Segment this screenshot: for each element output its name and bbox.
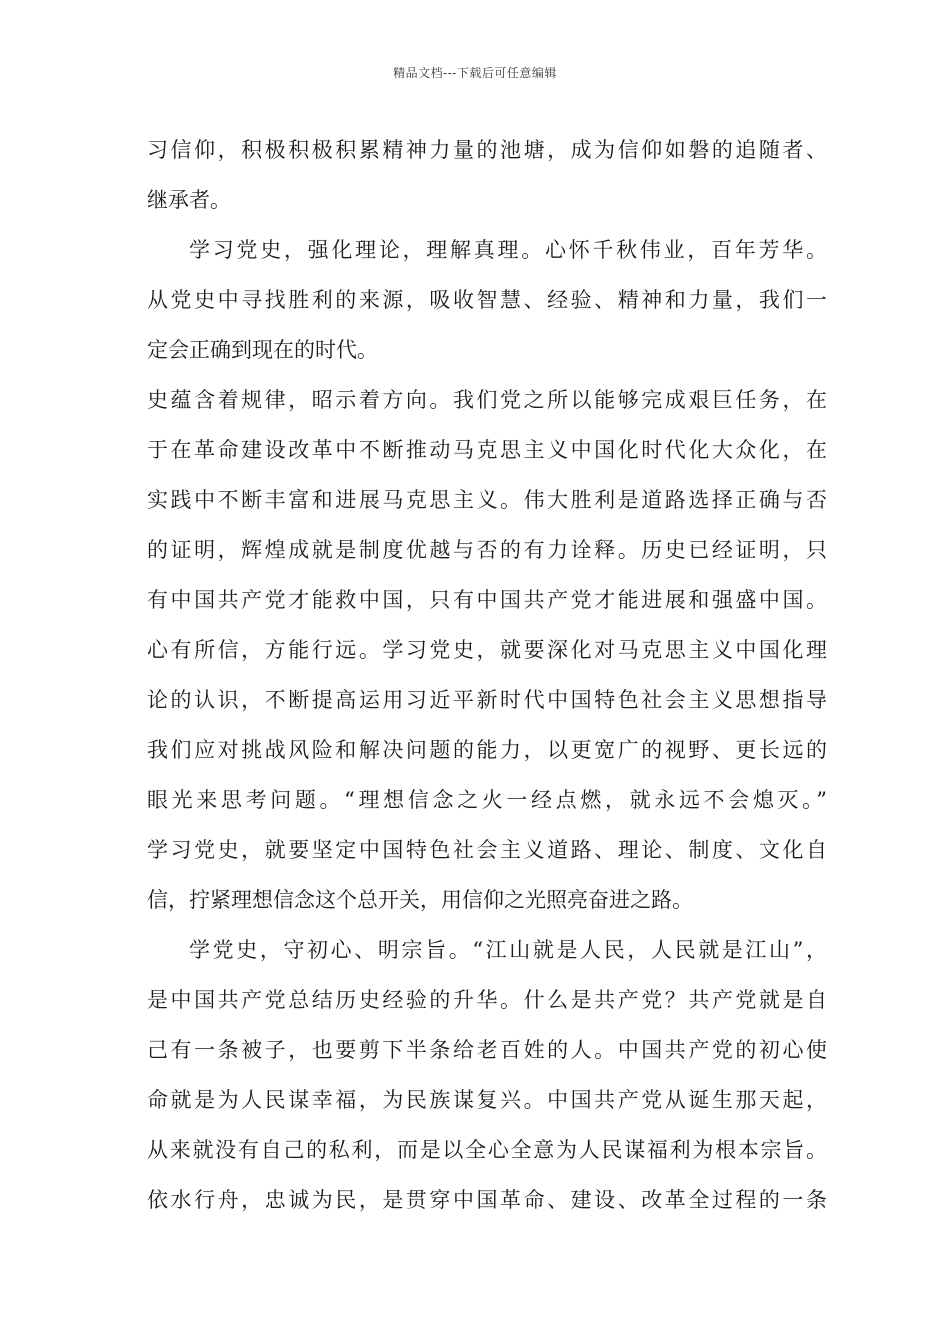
text-line: 的证明，辉煌成就是制度优越与否的有力诠释。历史已经证明，只	[147, 538, 827, 562]
text-line: 史蕴含着规律，昭示着方向。我们党之所以能够完成艰巨任务，在	[147, 388, 827, 412]
text-line: 是中国共产党总结历史经验的升华。什么是共产党？共产党就是自	[147, 988, 827, 1012]
text-line: 学习党史，就要坚定中国特色社会主义道路、理论、制度、文化自	[147, 838, 827, 862]
body-text	[147, 125, 827, 1225]
text-line: 习信仰，积极积极积累精神力量的池塘，成为信仰如磐的追随者、	[147, 138, 827, 162]
text-line: 论的认识，不断提高运用习近平新时代中国特色社会主义思想指导	[147, 688, 827, 712]
text-line: 心有所信，方能行远。学习党史，就要深化对马克思主义中国化理	[147, 638, 827, 662]
text-line: 实践中不断丰富和进展马克思主义。伟大胜利是道路选择正确与否	[147, 488, 827, 512]
text-line: 从党史中寻找胜利的来源，吸收智慧、经验、精神和力量，我们一	[147, 288, 827, 312]
text-line: 信，拧紧理想信念这个总开关，用信仰之光照亮奋进之路。	[147, 888, 693, 912]
text-line: 学党史，守初心、明宗旨。“江山就是人民，人民就是江山”，	[189, 938, 827, 962]
text-line: 我们应对挑战风险和解决问题的能力，以更宽广的视野、更长远的	[147, 738, 827, 762]
text-line: 命就是为人民谋幸福，为民族谋复兴。中国共产党从诞生那天起，	[147, 1088, 827, 1112]
text-line: 继承者。	[147, 188, 231, 212]
text-line: 定会正确到现在的时代。	[147, 338, 378, 362]
text-line: 眼光来思考问题。“理想信念之火一经点燃，就永远不会熄灭。”	[147, 788, 827, 812]
text-line: 从来就没有自己的私利，而是以全心全意为人民谋福利为根本宗旨。	[147, 1138, 827, 1162]
text-line: 有中国共产党才能救中国，只有中国共产党才能进展和强盛中国。	[147, 588, 827, 612]
text-line: 学习党史，强化理论，理解真理。心怀千秋伟业，百年芳华。	[189, 238, 827, 262]
text-line: 于在革命建设改革中不断推动马克思主义中国化时代化大众化，在	[147, 438, 827, 462]
text-line: 己有一条被子，也要剪下半条给老百姓的人。中国共产党的初心使	[147, 1038, 827, 1062]
text-line: 依水行舟，忠诚为民，是贯穿中国革命、建设、改革全过程的一条	[147, 1188, 827, 1212]
page-header: 精品文档---下载后可任意编辑	[393, 66, 557, 80]
